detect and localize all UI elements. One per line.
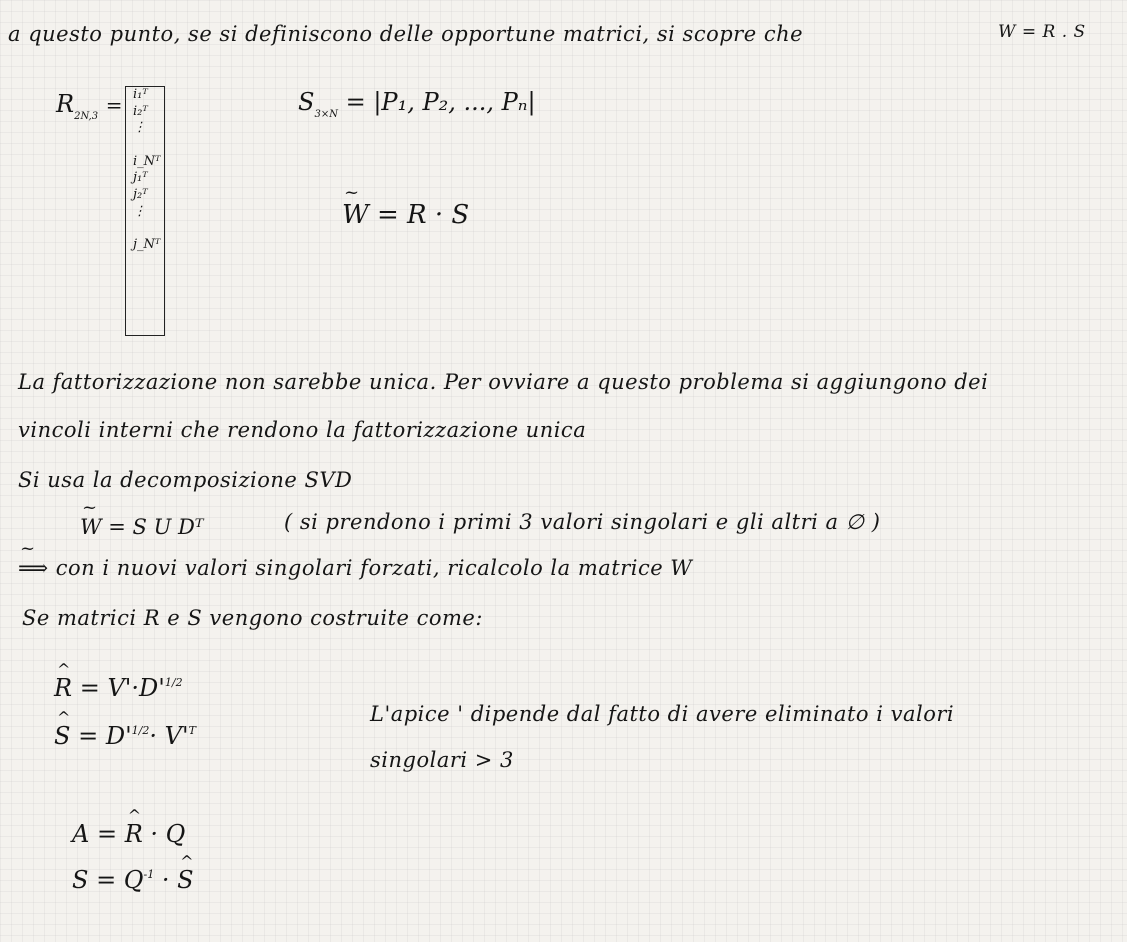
- r-matrix-entry: i₁ᵀ: [133, 87, 148, 102]
- svd-note: ( si prendono i primi 3 valori singolari e gli altri a ∅ ): [284, 510, 881, 534]
- svd-eq-text: ~ W = S U Dᵀ: [80, 515, 204, 539]
- a-eq-lhs: A =: [72, 820, 125, 848]
- text-line-1: La fattorizzazione non sarebbe unica. Per ovviare a questo problema si aggiungono dei: [18, 370, 989, 394]
- r-matrix-entry: i_Nᵀ: [133, 153, 161, 169]
- r-matrix-bracket: [125, 86, 165, 336]
- svd-equation: [80, 515, 204, 539]
- r-hat-exponent: 1/2: [164, 676, 183, 690]
- a-eq-hat: ^ R: [125, 820, 143, 848]
- s-eq-hat: ^ S: [177, 866, 193, 894]
- r-matrix-entry: j_Nᵀ: [133, 237, 161, 253]
- constructed-line: Se matrici R e S vengono costruite come:: [22, 606, 483, 630]
- w-tilde-eq-text: ~ W = R · S: [342, 200, 469, 230]
- s-eq-exponent: -1: [143, 868, 155, 882]
- s-eq-dot: ·: [154, 866, 178, 894]
- r-hat-lhs: ^ R: [54, 674, 72, 702]
- s-matrix-name: S: [298, 88, 315, 116]
- s-hat-exponent-1: 1/2: [131, 724, 150, 738]
- s-matrix-dims: 3×N: [314, 109, 338, 120]
- s-hat-rhs: = D': [78, 722, 132, 750]
- s-hat-rhs-2: · V': [149, 722, 189, 750]
- r-matrix-name: R: [56, 90, 75, 118]
- s-hat-exponent-2: T: [188, 724, 196, 738]
- r-matrix-entry: ⋮: [133, 203, 146, 219]
- intro-line: a questo punto, se si definiscono delle opportune matrici, si scopre che: [8, 22, 804, 46]
- apice-note-line-2: singolari > 3: [370, 748, 514, 772]
- s-eq-lhs: S = Q: [72, 866, 144, 894]
- text-line-3: Si usa la decomposizione SVD: [18, 468, 353, 492]
- recalc-text: ~ ⟹ con i nuovi valori singolari forzati, ricalcolo la matrice W: [18, 556, 692, 580]
- r-matrix-equals: =: [105, 93, 123, 117]
- r-matrix-entry: i₂ᵀ: [133, 103, 148, 119]
- text-line-2: vincoli interni che rendono la fattorizzazione unica: [18, 418, 587, 442]
- w-tilde-equation: [342, 200, 469, 230]
- r-matrix-entry: j₁ᵀ: [133, 170, 148, 186]
- a-eq-rhs: · Q: [142, 820, 186, 848]
- r-hat-equation: [54, 674, 183, 702]
- r-matrix-entries: [133, 87, 161, 254]
- r-matrix-entry: [133, 137, 161, 154]
- s-matrix-def: [298, 88, 536, 120]
- s-matrix-rhs: = |P₁, P₂, ..., Pₙ|: [345, 88, 536, 116]
- intro-equation: W = R . S: [998, 22, 1086, 42]
- s-hat-lhs: ^ S: [54, 722, 70, 750]
- r-matrix-dims: 2N,3: [74, 111, 99, 122]
- r-hat-rhs: = V'·D': [79, 674, 165, 702]
- s-hat-equation: [54, 722, 196, 750]
- apice-note-line-1: L'apice ' dipende dal fatto di avere eliminato i valori: [370, 702, 955, 726]
- recalc-line: [18, 556, 692, 580]
- a-equation: [72, 820, 185, 848]
- r-matrix-entry: ⋮: [133, 120, 146, 136]
- r-matrix-label: [56, 90, 123, 122]
- r-matrix-entry: [133, 221, 161, 238]
- s-equation: [72, 866, 194, 894]
- r-matrix-entry: j₂ᵀ: [133, 187, 148, 203]
